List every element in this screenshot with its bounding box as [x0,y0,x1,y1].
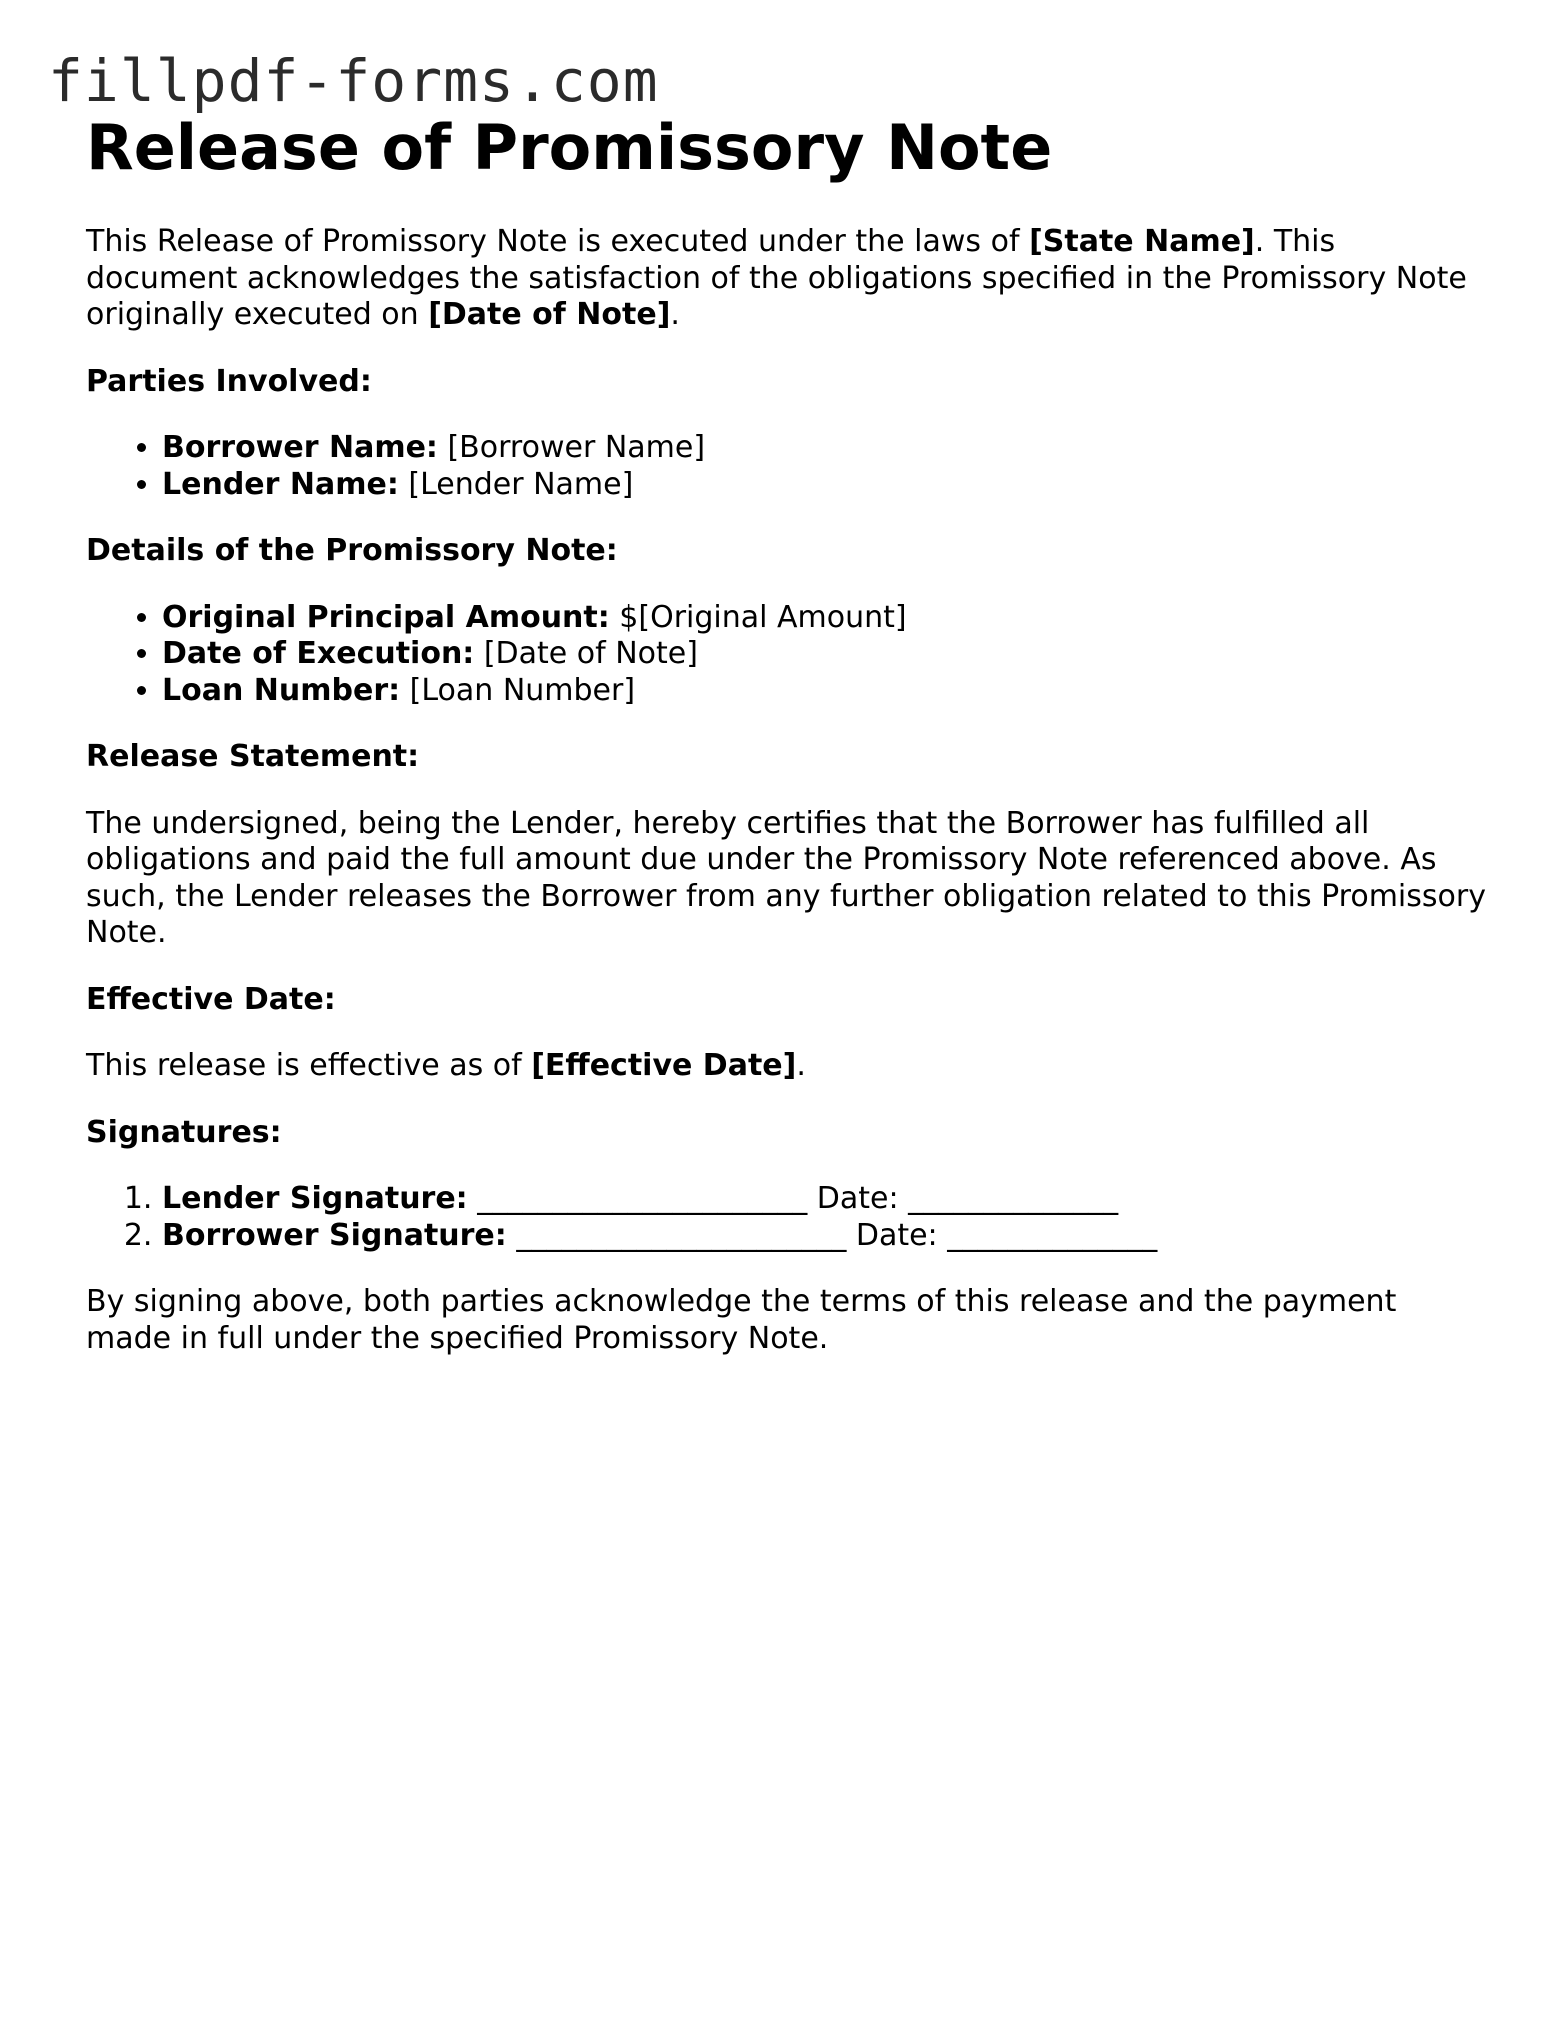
execution-date-value: [Date of Note] [474,636,698,671]
list-item [162,636,1486,673]
intro-text-1: This Release of Promissory Note is executed under the laws of [86,224,1030,259]
effective-text-1: This release is effective as of [86,1048,532,1083]
watermark-logo: fillpdf-forms.com [48,47,659,115]
closing-paragraph: By signing above, both parties acknowledge the terms of this release and the payment made in full under the specified Promissory Note. [86,1284,1397,1356]
document-page [86,110,1486,1387]
lender-name-value: [Lender Name] [398,466,634,502]
document-title: Release of Promissory Note [86,111,1053,184]
execution-date-label: Date of Execution: [162,636,475,671]
details-list [86,600,1486,710]
list-item [162,430,1486,467]
loan-number-value: [Loan Number] [400,672,636,708]
list-item [162,673,1486,710]
date-of-note-placeholder: [Date of Note] [428,297,671,332]
effective-text-2: . [796,1048,806,1083]
list-item [162,600,1486,637]
details-heading: Details of the Promissory Note: [86,533,618,568]
signatures-heading: Signatures: [86,1114,282,1150]
lender-name-label: Lender Name: [162,466,399,502]
list-item [162,1181,1486,1218]
principal-amount-value: $[Original Amount] [609,599,907,635]
parties-list [86,430,1486,503]
borrower-name-label: Borrower Name: [162,430,438,465]
lender-signature-line: ______________________ Date: ______________ [467,1181,1119,1216]
list-item [162,467,1486,504]
effective-heading: Effective Date: [86,981,336,1017]
intro-paragraph [86,224,1486,334]
lender-signature-label: Lender Signature: [162,1181,468,1216]
intro-text-3: . [670,297,680,332]
effective-date-placeholder: [Effective Date] [531,1048,797,1083]
principal-amount-label: Original Principal Amount: [162,599,610,635]
release-heading: Release Statement: [86,739,420,774]
state-name-placeholder: [State Name] [1029,224,1255,259]
signatures-list [86,1181,1486,1254]
loan-number-label: Loan Number: [162,672,401,708]
parties-heading: Parties Involved: [86,363,372,399]
effective-paragraph [86,1048,1486,1085]
intro-text-2: . This document acknowledges the satisfaction of the obligations specified in the Promissory Note originally executed on [86,224,1467,332]
list-item [162,1218,1486,1255]
release-paragraph: The undersigned, being the Lender, hereby certifies that the Borrower has fulfilled all obligations and paid the full amount due under the Promissory Note referenced above. As such, the Lender releases the Borrower from any further obligation related to this Promissory Note. [86,805,1486,950]
borrower-signature-label: Borrower Signature: [162,1217,507,1253]
borrower-name-value: [Borrower Name] [437,430,706,465]
borrower-signature-line: ______________________ Date: ______________ [506,1217,1158,1253]
